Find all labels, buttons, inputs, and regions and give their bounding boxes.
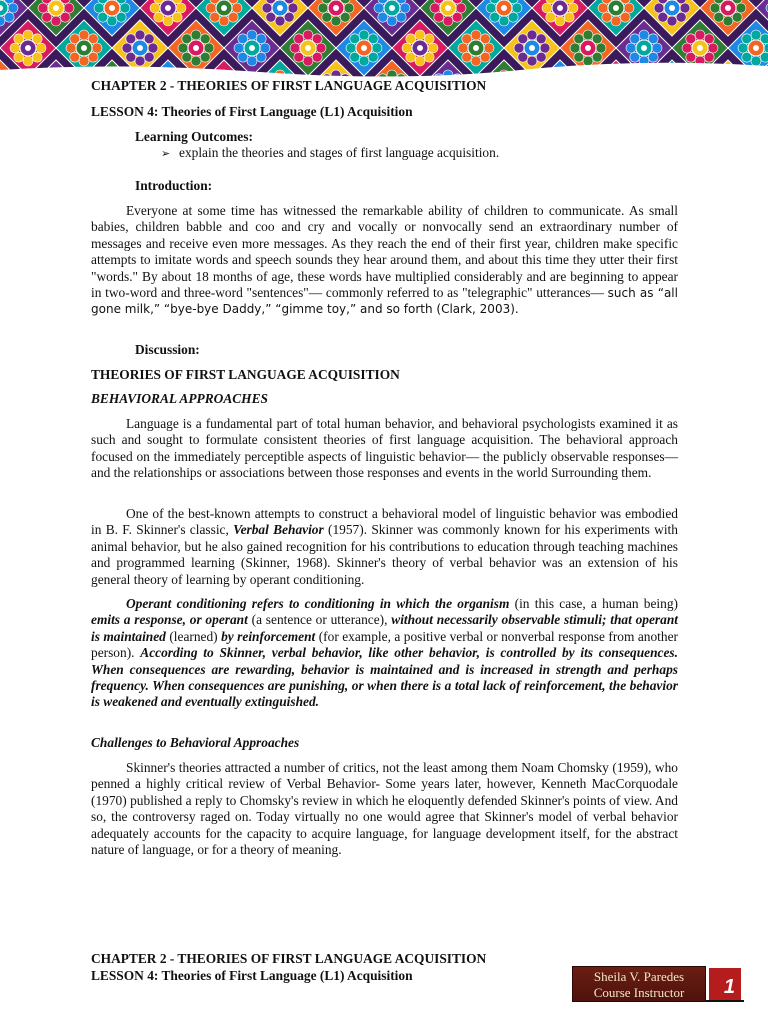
- arrow-bullet-icon: ➢: [161, 147, 171, 160]
- paragraph-text: (learned): [165, 628, 222, 644]
- banner-petal: [148, 43, 158, 53]
- banner-dot: [669, 5, 675, 11]
- banner-petal: [247, 56, 257, 66]
- book-title: Verbal Behavior: [233, 522, 324, 538]
- behavioral-paragraph-1: [91, 416, 678, 482]
- banner-petal: [611, 16, 621, 26]
- banner-petal: [260, 43, 270, 53]
- footer-chapter: CHAPTER 2 - THEORIES OF FIRST LANGUAGE ACQUISITION: [91, 951, 487, 966]
- instructor-signature-box: [572, 966, 706, 1002]
- banner-petal: [10, 43, 20, 53]
- banner-petal: [206, 3, 216, 13]
- banner-petal: [402, 43, 412, 53]
- banner-dot: [249, 45, 255, 51]
- banner-petal: [680, 3, 690, 13]
- banner-petal: [120, 3, 130, 13]
- banner-petal: [598, 3, 608, 13]
- discussion-label: Discussion:: [135, 342, 200, 357]
- banner-petal: [94, 3, 104, 13]
- banner-petal: [79, 56, 89, 66]
- banner-petal: [290, 43, 300, 53]
- banner-petal: [484, 43, 494, 53]
- banner-petal: [583, 56, 593, 66]
- paragraph-text: (in this case, a human being): [509, 596, 678, 611]
- banner-petal: [708, 43, 718, 53]
- introduction-text: Everyone at some time has witnessed the remarkable ability of children to communicate. As small babies, children babble and coo and cry and vocally or nonvocally send an extraordinary number of messages and receive even more messages. As they reach the end of their first year, children make specific attempts to imitate words and speech sounds they hear around them, and about this time they utter their first "words." By about 18 months of age, these words have multiplied considerably and are beginning to appear in two-word and three-word "sentences"— commonly referred to as "telegraphic" utterances—: [91, 203, 678, 301]
- banner-petal: [639, 30, 649, 40]
- banner-petal: [430, 3, 440, 13]
- behavioral-paragraph-2: [91, 506, 678, 588]
- banner-petal: [458, 43, 468, 53]
- banner-dot: [613, 5, 619, 11]
- banner-petal: [262, 3, 272, 13]
- banner-petal: [150, 3, 160, 13]
- banner-petal: [751, 56, 761, 66]
- banner-petal: [387, 16, 397, 26]
- emphasis-text: According to Skinner, verbal behavior, like other behavior, is controlled by its consequences. When consequences are rewarding, behavior is maintained and is increased in strength and perhaps frequency. When consequences are punishing, or when there is a total lack of reinforcement, the behavior is weakened and eventually extinguished.: [91, 645, 678, 710]
- banner-petal: [471, 56, 481, 66]
- banner-petal: [372, 43, 382, 53]
- banner-petal: [667, 16, 677, 26]
- banner-petal: [540, 43, 550, 53]
- banner-dot: [529, 45, 535, 51]
- banner-petal: [247, 30, 257, 40]
- banner-petal: [499, 16, 509, 26]
- banner-petal: [204, 43, 214, 53]
- banner-pattern: [0, 0, 768, 78]
- banner-dot: [81, 45, 87, 51]
- banner-petal: [191, 56, 201, 66]
- banner-dot: [25, 45, 31, 51]
- banner-petal: [400, 3, 410, 13]
- banner-dot: [277, 5, 283, 11]
- banner-petal: [456, 3, 466, 13]
- footer-lesson: LESSON 4: Theories of First Language (L1) Acquisition: [91, 968, 413, 983]
- banner-petal: [652, 43, 662, 53]
- banner-petal: [107, 16, 117, 26]
- banner-petal: [527, 30, 537, 40]
- banner-petal: [568, 3, 578, 13]
- banner-petal: [331, 16, 341, 26]
- page-number: 1: [709, 968, 741, 1002]
- banner-petal: [38, 3, 48, 13]
- banner-dot: [753, 45, 759, 51]
- page-footer: [91, 950, 486, 984]
- banner-dot: [109, 5, 115, 11]
- banner-petal: [303, 30, 313, 40]
- decorative-mandala-banner: [0, 0, 768, 78]
- banner-petal: [710, 3, 720, 13]
- section-heading: THEORIES OF FIRST LANGUAGE ACQUISITION: [91, 367, 400, 382]
- banner-petal: [23, 30, 33, 40]
- paragraph-text: (a sentence or utterance),: [247, 612, 392, 628]
- banner-petal: [555, 16, 565, 26]
- paragraph-text: Language is a fundamental part of total human behavior, and behavioral psychologists examined it as such and sought to formulate consistent theories of first language acquisition. The behavioral approach focused on the immediately perceptible aspects of linguistic behavior— the publicly observable responses— and the relationships or associations between those responses and events in the world Surrounding them.: [91, 416, 678, 481]
- instructor-name: Sheila V. Paredes: [593, 969, 685, 984]
- banner-petal: [316, 43, 326, 53]
- banner-dot: [221, 5, 227, 11]
- banner-petal: [682, 43, 692, 53]
- banner-dot: [193, 45, 199, 51]
- banner-petal: [135, 30, 145, 40]
- introduction-label: Introduction:: [135, 178, 213, 193]
- emphasis-text: emits a response, or operant: [91, 612, 248, 628]
- banner-dot: [53, 5, 59, 11]
- banner-petal: [428, 43, 438, 53]
- banner-petal: [583, 30, 593, 40]
- banner-petal: [514, 43, 524, 53]
- operant-conditioning-paragraph: [91, 596, 678, 711]
- banner-petal: [178, 43, 188, 53]
- banner-petal: [66, 43, 76, 53]
- banner-petal: [512, 3, 522, 13]
- emphasis-text: Operant conditioning refers to conditioning in which the organism: [126, 596, 510, 611]
- banner-petal: [79, 30, 89, 40]
- banner-petal: [288, 3, 298, 13]
- banner-petal: [219, 16, 229, 26]
- banner-petal: [346, 43, 356, 53]
- banner-dot: [305, 45, 311, 51]
- emphasis-text: without necessarily observable stimuli; that operant is maintained: [91, 612, 678, 644]
- chapter-title: CHAPTER 2 - THEORIES OF FIRST LANGUAGE ACQUISITION: [91, 78, 487, 93]
- banner-petal: [570, 43, 580, 53]
- banner-dot: [501, 5, 507, 11]
- banner-petal: [723, 16, 733, 26]
- banner-petal: [359, 56, 369, 66]
- banner-petal: [374, 3, 384, 13]
- banner-petal: [344, 3, 354, 13]
- banner-petal: [736, 3, 746, 13]
- paragraph-text: (for example, a positive verbal or nonverbal response from another person).: [91, 628, 678, 661]
- banner-petal: [359, 30, 369, 40]
- banner-petal: [318, 3, 328, 13]
- banner-dot: [725, 5, 731, 11]
- banner-petal: [275, 16, 285, 26]
- banner-petal: [471, 30, 481, 40]
- banner-petal: [135, 56, 145, 66]
- banner-petal: [23, 56, 33, 66]
- banner-dot: [389, 5, 395, 11]
- outcome-text: explain the theories and stages of first language acquisition.: [179, 145, 500, 160]
- outcome-item: [161, 145, 499, 162]
- banner-petal: [36, 43, 46, 53]
- paragraph-text: Skinner's theories attracted a number of critics, not the least among them Noam Chomsky (1959), who penned a highly critical review of Verbal Behavior- Some years later, however, Kenneth MacCorquodale (1970) published a reply to Chomsky's review in which he eloquently defended Skinner's points of view. And so, the controversy raged on. Today virtually no one would agree that Skinner's model of verbal behavior adequately accounts for the capacity to acquire language, for language development itself, for the abstract nature of language, or for a theory of meaning.: [91, 760, 678, 858]
- paragraph-text: (1957). Skinner was commonly known for his experiments with animal behavior, but he also gained recognition for his contributions to education through teaching machines and programmed learning (Skinner, 1968). Skinner's theory of verbal behavior was an extension of his general theory of learning by operant conditioning.: [91, 522, 678, 587]
- banner-petal: [163, 16, 173, 26]
- paragraph-text: One of the best-known attempts to construct a behavioral model of linguistic behavior was embodied in B. F. Skinner's classic,: [91, 506, 678, 538]
- challenges-paragraph: [91, 760, 678, 858]
- banner-petal: [443, 16, 453, 26]
- banner-petal: [191, 30, 201, 40]
- introduction-examples: such as “all gone milk,” “bye-bye Daddy,” “gimme toy,” and so forth (Clark, 2003).: [91, 286, 678, 317]
- banner-dot: [697, 45, 703, 51]
- banner-dot: [641, 45, 647, 51]
- emphasis-text: by reinforcement: [221, 628, 316, 644]
- instructor-role: Course Instructor: [593, 985, 685, 1000]
- banner-petal: [738, 43, 748, 53]
- banner-petal: [303, 56, 313, 66]
- introduction-paragraph: [91, 203, 678, 318]
- banner-dot: [557, 5, 563, 11]
- banner-petal: [415, 56, 425, 66]
- banner-petal: [92, 43, 102, 53]
- banner-petal: [64, 3, 74, 13]
- banner-petal: [626, 43, 636, 53]
- banner-petal: [624, 3, 634, 13]
- banner-petal: [122, 43, 132, 53]
- banner-petal: [527, 56, 537, 66]
- banner-dot: [417, 45, 423, 51]
- banner-petal: [232, 3, 242, 13]
- banner-petal: [596, 43, 606, 53]
- banner-dot: [165, 5, 171, 11]
- banner-dot: [361, 45, 367, 51]
- banner-petal: [415, 30, 425, 40]
- lesson-title: LESSON 4: Theories of First Language (L1) Acquisition: [91, 104, 413, 119]
- banner-dot: [333, 5, 339, 11]
- banner-petal: [8, 3, 18, 13]
- subsection-heading: BEHAVIORAL APPROACHES: [91, 391, 268, 406]
- banner-petal: [751, 30, 761, 40]
- challenges-heading: Challenges to Behavioral Approaches: [91, 735, 300, 750]
- banner-petal: [695, 30, 705, 40]
- banner-dot: [137, 45, 143, 51]
- banner-petal: [51, 16, 61, 26]
- page-number-underline: [706, 1000, 744, 1002]
- banner-petal: [176, 3, 186, 13]
- banner-dot: [473, 45, 479, 51]
- learning-outcomes-label: Learning Outcomes:: [135, 129, 253, 144]
- banner-dot: [585, 45, 591, 51]
- banner-petal: [486, 3, 496, 13]
- banner-petal: [234, 43, 244, 53]
- banner-dot: [445, 5, 451, 11]
- banner-petal: [542, 3, 552, 13]
- banner-petal: [654, 3, 664, 13]
